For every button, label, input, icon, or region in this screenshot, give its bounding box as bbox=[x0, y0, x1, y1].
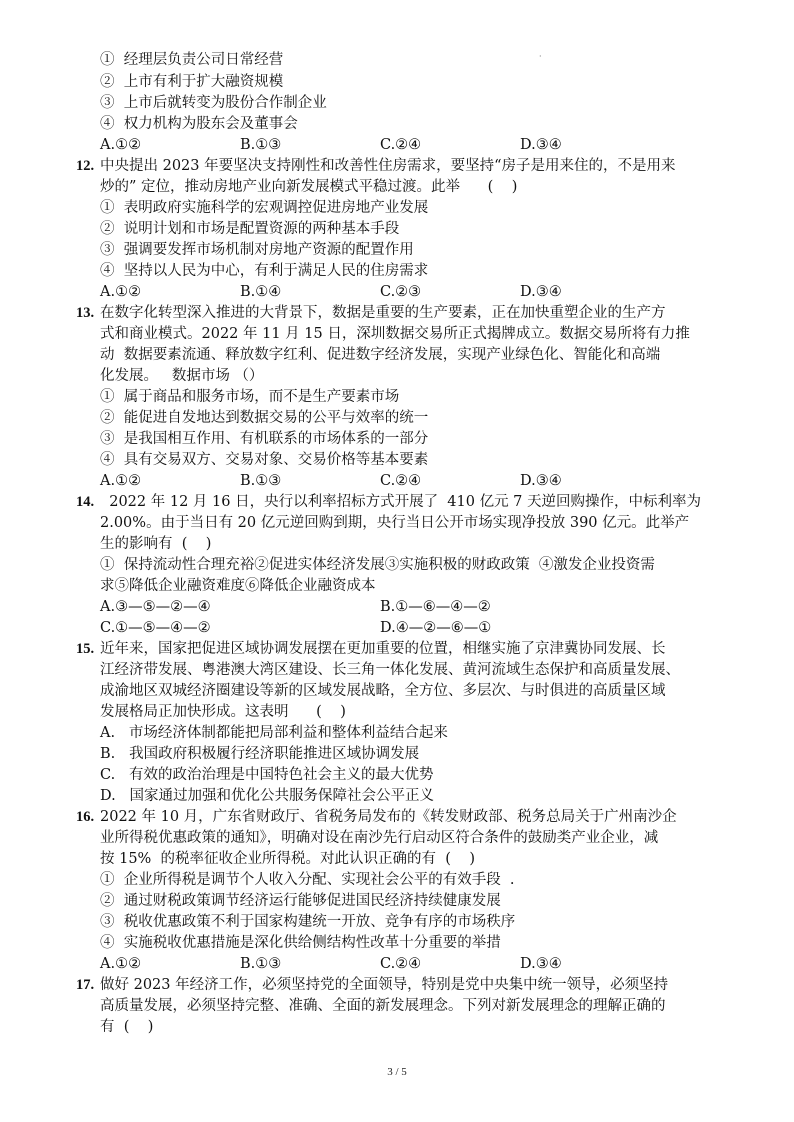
q12-option: ② 说明计划和市场是配置资源的两种基本手段 bbox=[100, 221, 400, 237]
q15-option: A. 市场经济体制都能把局部利益和整体利益结合起来 bbox=[100, 725, 448, 741]
q13-stem: 化发展。 数据市场 （） bbox=[100, 368, 264, 384]
q13-choice-d: D.③④ bbox=[520, 473, 562, 489]
q13-option: ④ 具有交易双方、交易对象、交易价格等基本要素 bbox=[100, 452, 429, 468]
page-number: 3 / 5 bbox=[387, 1066, 407, 1078]
q12-option: ④ 坚持以人民为中心，有利于满足人民的住房需求 bbox=[100, 263, 429, 279]
q15-stem: 成渝地区双城经济圈建设等新的区域发展战略，全方位、多层次、与时俱进的高质量区域 bbox=[100, 683, 666, 699]
q11-option: ③ 上市后就转变为股份合作制企业 bbox=[100, 95, 327, 111]
q16-option: ③ 税收优惠政策不利于国家构建统一开放、竞争有序的市场秩序 bbox=[100, 914, 516, 930]
q15-option: B. 我国政府积极履行经济职能推进区域协调发展 bbox=[100, 746, 420, 762]
q17-stem: 有 ( ) bbox=[100, 1019, 154, 1035]
q12-stem: 炒的” 定位，推动房地产业向新发展模式平稳过渡。此举 ( ) bbox=[100, 179, 518, 195]
q14-choice-b: B.①—⑥—④—② bbox=[380, 599, 491, 615]
q11-option: ② 上市有利于扩大融资规模 bbox=[100, 74, 284, 90]
q15-stem: 江经济带发展、粤港澳大湾区建设、长三角一体化发展、黄河流域生态保护和高质量发展、 bbox=[100, 662, 680, 678]
q12-option: ③ 强调要发挥市场机制对房地产资源的配置作用 bbox=[100, 242, 414, 258]
q16-number: 16. bbox=[76, 809, 95, 825]
q14-number: 14. bbox=[76, 494, 95, 510]
q17-stem: 高质量发展，必须坚持完整、准确、全面的新发展理念。下列对新发展理念的理解正确的 bbox=[100, 998, 666, 1014]
q16-choice-c: C.②④ bbox=[380, 956, 422, 972]
q16-stem: 业所得税优惠政策的通知》，明确对设在南沙先行启动区符合条件的鼓励类产业企业，减 bbox=[100, 830, 659, 846]
scan-dot: · bbox=[539, 52, 542, 61]
q11-option: ④ 权力机构为股东会及董事会 bbox=[100, 116, 298, 132]
q11-choice-a: A.①② bbox=[100, 137, 142, 153]
q12-number: 12. bbox=[76, 158, 95, 174]
q14-stem: 2.00%。由于当日有 20 亿元逆回购到期，央行当日公开市场实现净投放 390 亿元。此举产 bbox=[100, 515, 690, 531]
q16-stem: 2022 年 10 月，广东省财政厅、省税务局发布的《转发财政部、税务总局关于广州南沙企 bbox=[100, 809, 677, 825]
q14-stem: 2022 年 12 月 16 日，央行以利率招标方式开展了 410 亿元 7 天逆回购操作，中标利率为 bbox=[100, 494, 702, 510]
q12-choice-b: B.①④ bbox=[240, 284, 282, 300]
q16-option: ① 企业所得税是调节个人收入分配、实现社会公平的有效手段 . bbox=[100, 872, 515, 888]
q16-choice-a: A.①② bbox=[100, 956, 142, 972]
q14-choice-a: A.③—⑤—②—④ bbox=[100, 599, 211, 615]
q11-option: ① 经理层负责公司日常经营 bbox=[100, 52, 284, 68]
q15-option: D. 国家通过加强和优化公共服务保障社会公平正义 bbox=[100, 788, 435, 804]
q12-option: ① 表明政府实施科学的宏观调控促进房地产业发展 bbox=[100, 200, 429, 216]
q16-stem: 按 15% 的税率征收企业所得税。对此认识正确的有 ( ) bbox=[100, 851, 476, 867]
q11-choice-b: B.①③ bbox=[240, 137, 282, 153]
q14-option: 求⑤降低企业融资难度⑥降低企业融资成本 bbox=[100, 578, 376, 594]
q16-choice-b: B.①③ bbox=[240, 956, 282, 972]
q13-choice-b: B.①③ bbox=[240, 473, 282, 489]
q16-choice-d: D.③④ bbox=[520, 956, 562, 972]
q15-option: C. 有效的政治治理是中国特色社会主义的最大优势 bbox=[100, 767, 434, 783]
q16-option: ④ 实施税收优惠措施是深化供给侧结构性改革十分重要的举措 bbox=[100, 935, 501, 951]
q13-stem: 式和商业模式。2022 年 11 月 15 日，深圳数据交易所正式揭牌成立。数据交易所将有力推 bbox=[100, 326, 690, 342]
q13-option: ① 属于商品和服务市场，而不是生产要素市场 bbox=[100, 389, 400, 405]
q13-option: ② 能促进自发地达到数据交易的公平与效率的统一 bbox=[100, 410, 429, 426]
q14-stem: 生的影响有 ( ) bbox=[100, 536, 212, 552]
q15-stem: 近年来，国家把促进区域协调发展摆在更加重要的位置，相继实施了京津冀协同发展、长 bbox=[100, 641, 666, 657]
q13-stem: 在数字化转型深入推进的大背景下，数据是重要的生产要素，正在加快重塑企业的生产方 bbox=[100, 305, 666, 321]
q13-choice-c: C.②④ bbox=[380, 473, 422, 489]
q17-stem: 做好 2023 年经济工作，必须坚持党的全面领导，特别是党中央集中统一领导，必须坚持 bbox=[100, 977, 669, 993]
q14-choice-d: D.④—②—⑥—① bbox=[380, 620, 492, 636]
q17-number: 17. bbox=[76, 977, 95, 993]
q13-choice-a: A.①② bbox=[100, 473, 142, 489]
q13-option: ③ 是我国相互作用、有机联系的市场体系的一部分 bbox=[100, 431, 429, 447]
q11-choice-c: C.②④ bbox=[380, 137, 422, 153]
q15-stem: 发展格局正加快形成。这表明 ( ) bbox=[100, 704, 346, 720]
q12-choice-c: C.②③ bbox=[380, 284, 422, 300]
q16-option: ② 通过财税政策调节经济运行能够促进国民经济持续健康发展 bbox=[100, 893, 501, 909]
q11-choice-d: D.③④ bbox=[520, 137, 562, 153]
q13-number: 13. bbox=[76, 305, 95, 321]
q12-stem: 中央提出 2023 年要坚决支持刚性和改善性住房需求，要坚持“房子是用来住的，不是用来 bbox=[100, 158, 676, 174]
q13-stem: 动 数据要素流通、释放数字红利、促进数字经济发展，实现产业绿色化、智能化和高端 bbox=[100, 347, 661, 363]
q12-choice-d: D.③④ bbox=[520, 284, 562, 300]
q12-choice-a: A.①② bbox=[100, 284, 142, 300]
q14-choice-c: C.①—⑤—④—② bbox=[100, 620, 211, 636]
q15-number: 15. bbox=[76, 641, 95, 657]
q14-option: ① 保持流动性合理充裕②促进实体经济发展③实施积极的财政政策 ④激发企业投资需 bbox=[100, 557, 655, 573]
